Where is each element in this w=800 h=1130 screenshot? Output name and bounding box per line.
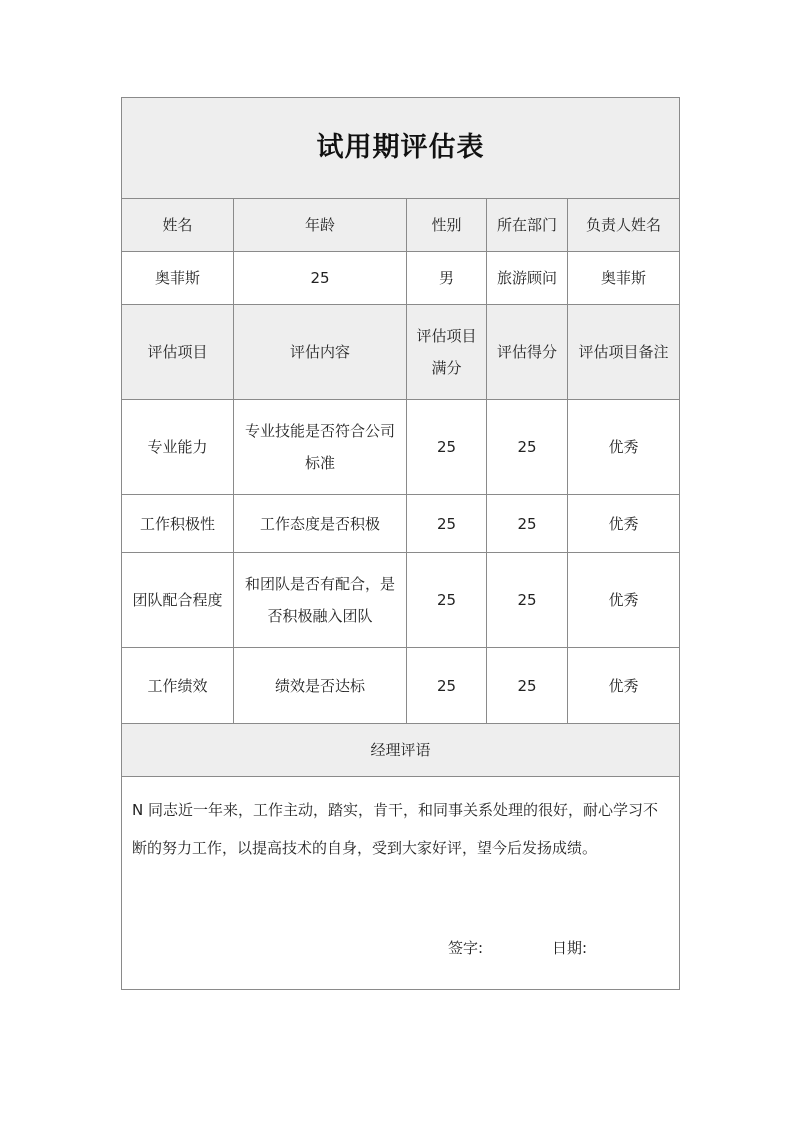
eval-full-score: 25 — [407, 495, 487, 553]
title-row — [122, 98, 680, 199]
form-title: 试用期评估表 — [122, 98, 680, 199]
eval-header-cell: 评估得分 — [487, 305, 568, 400]
date-label: 日期: — [552, 939, 588, 957]
info-value-row — [122, 252, 680, 305]
manager-comment-header: 经理评语 — [122, 724, 680, 777]
eval-header-row — [122, 305, 680, 400]
eval-header-cell: 评估项目满分 — [407, 305, 487, 400]
supervisor-name: 奥菲斯 — [568, 252, 680, 305]
table-row — [122, 495, 680, 553]
eval-note: 优秀 — [568, 648, 680, 724]
eval-header-cell: 评估内容 — [234, 305, 407, 400]
employee-age: 25 — [234, 252, 407, 305]
signature-label: 签字: — [448, 939, 484, 957]
eval-header-cell: 评估项目 — [122, 305, 234, 400]
evaluation-table — [121, 97, 680, 990]
eval-full-score: 25 — [407, 648, 487, 724]
table-row — [122, 400, 680, 495]
table-row — [122, 553, 680, 648]
employee-department: 旅游顾问 — [487, 252, 568, 305]
manager-comment-cell — [122, 777, 680, 990]
eval-item: 工作绩效 — [122, 648, 234, 724]
eval-content: 和团队是否有配合，是否积极融入团队 — [234, 553, 407, 648]
info-header-cell: 姓名 — [122, 199, 234, 252]
manager-comment-row — [122, 777, 680, 990]
eval-score: 25 — [487, 553, 568, 648]
eval-score: 25 — [487, 495, 568, 553]
info-header-cell: 年龄 — [234, 199, 407, 252]
eval-note: 优秀 — [568, 400, 680, 495]
manager-comment-header-row — [122, 724, 680, 777]
eval-item: 团队配合程度 — [122, 553, 234, 648]
eval-header-cell: 评估项目备注 — [568, 305, 680, 400]
eval-item: 专业能力 — [122, 400, 234, 495]
eval-item: 工作积极性 — [122, 495, 234, 553]
info-header-cell: 负责人姓名 — [568, 199, 680, 252]
info-header-cell: 性别 — [407, 199, 487, 252]
eval-full-score: 25 — [407, 553, 487, 648]
info-header-row — [122, 199, 680, 252]
employee-name: 奥菲斯 — [122, 252, 234, 305]
eval-note: 优秀 — [568, 553, 680, 648]
eval-score: 25 — [487, 400, 568, 495]
manager-comment-text: N 同志近一年来，工作主动，踏实，肯干，和同事关系处理的很好，耐心学习不断的努力工作，以提高技术的自身，受到大家好评，望今后发扬成绩。 — [132, 801, 658, 857]
employee-gender: 男 — [407, 252, 487, 305]
info-header-cell: 所在部门 — [487, 199, 568, 252]
eval-content: 专业技能是否符合公司标准 — [234, 400, 407, 495]
eval-full-score: 25 — [407, 400, 487, 495]
eval-note: 优秀 — [568, 495, 680, 553]
eval-content: 绩效是否达标 — [234, 648, 407, 724]
table-row — [122, 648, 680, 724]
signature-row — [122, 933, 679, 963]
eval-score: 25 — [487, 648, 568, 724]
eval-content: 工作态度是否积极 — [234, 495, 407, 553]
